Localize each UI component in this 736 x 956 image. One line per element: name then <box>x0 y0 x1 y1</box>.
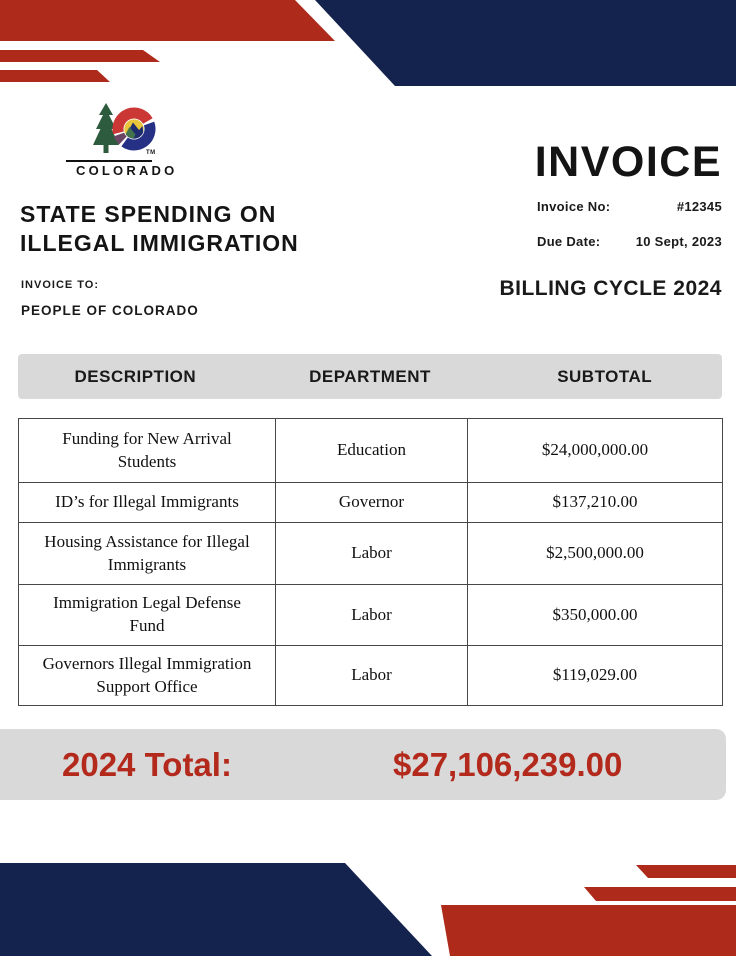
total-label: 2024 Total: <box>62 746 232 783</box>
cell-description: Governors Illegal Immigration Support Office <box>19 646 276 706</box>
column-header-department: DEPARTMENT <box>309 366 431 386</box>
table-row <box>19 585 723 646</box>
cell-description: ID’s for Illegal Immigrants <box>19 483 276 523</box>
billing-cycle-heading: BILLING CYCLE 2024 <box>499 277 722 300</box>
trademark-symbol: TM <box>146 150 156 156</box>
cell-department: Labor <box>276 585 468 646</box>
cell-description: Housing Assistance for Illegal Immigrants <box>19 523 276 585</box>
cell-description: Funding for New Arrival Students <box>19 419 276 483</box>
due-date-label: Due Date: <box>537 234 601 249</box>
top-right-navy-banner <box>300 0 736 86</box>
invoice-to-value: PEOPLE OF COLORADO <box>21 303 199 318</box>
cell-description: Immigration Legal Defense Fund <box>19 585 276 646</box>
invoice-to-label: INVOICE TO: <box>21 279 100 291</box>
cell-subtotal: $24,000,000.00 <box>468 419 723 483</box>
invoice-number-value: #12345 <box>676 199 722 214</box>
page-title-line2: ILLEGAL IMMIGRATION <box>20 230 299 256</box>
logo-divider-line <box>66 160 152 162</box>
cell-department: Education <box>276 419 468 483</box>
top-left-red-stripe-1 <box>0 50 165 62</box>
page-title-line1: STATE SPENDING ON <box>20 201 277 227</box>
table-row <box>19 483 723 523</box>
due-date-value: 10 Sept, 2023 <box>635 234 722 249</box>
invoice-number-row <box>537 199 722 214</box>
cell-subtotal: $137,210.00 <box>468 483 723 523</box>
bottom-right-red-banner <box>400 905 736 956</box>
total-amount: $27,106,239.00 <box>393 746 623 783</box>
bottom-right-red-stripe-1 <box>630 865 736 878</box>
column-header-description: DESCRIPTION <box>74 366 197 386</box>
total-bar <box>0 729 726 800</box>
bottom-right-red-stripe-2 <box>578 887 736 901</box>
logo-brand-text: COLORADO <box>76 163 178 178</box>
cell-department: Labor <box>276 523 468 585</box>
table-row <box>19 646 723 706</box>
invoice-meta <box>537 199 722 249</box>
cell-subtotal: $119,029.00 <box>468 646 723 706</box>
table-row <box>19 419 723 483</box>
cell-subtotal: $2,500,000.00 <box>468 523 723 585</box>
table-header-bar <box>18 354 722 399</box>
page-title <box>20 200 299 258</box>
invoice-number-label: Invoice No: <box>537 199 611 214</box>
due-date-row <box>537 234 722 249</box>
cell-subtotal: $350,000.00 <box>468 585 723 646</box>
column-header-subtotal: SUBTOTAL <box>557 366 653 386</box>
top-left-red-stripe-2 <box>0 70 115 82</box>
top-left-red-banner <box>0 0 340 41</box>
bottom-left-navy-banner <box>0 863 440 956</box>
invoice-heading: INVOICE <box>534 138 722 186</box>
cell-department: Labor <box>276 646 468 706</box>
cell-department: Governor <box>276 483 468 523</box>
spending-table <box>18 418 723 706</box>
table-row <box>19 523 723 585</box>
